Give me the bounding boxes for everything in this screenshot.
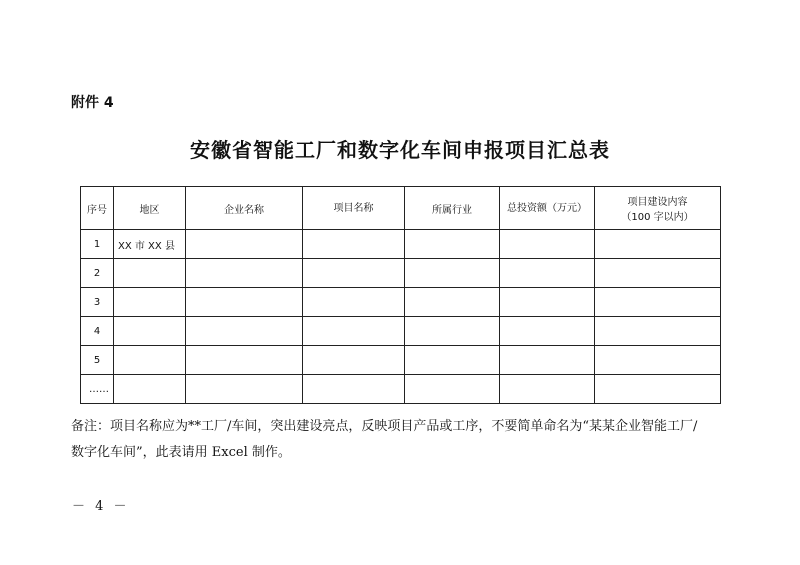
row-industry	[405, 288, 500, 317]
row-industry	[405, 317, 500, 346]
table-row	[81, 375, 721, 404]
row-industry	[405, 230, 500, 259]
row-company	[186, 259, 303, 288]
row-industry	[405, 346, 500, 375]
row-index: 2	[81, 259, 114, 288]
row-company	[186, 288, 303, 317]
remarks-note	[71, 414, 741, 466]
row-content	[595, 346, 721, 375]
row-index: 1	[81, 230, 114, 259]
page-number: － 4 －	[72, 499, 130, 514]
row-project	[303, 288, 405, 317]
header-region: 地区	[114, 187, 186, 230]
table-body	[81, 230, 721, 404]
row-company	[186, 317, 303, 346]
row-industry	[405, 259, 500, 288]
row-region	[114, 259, 186, 288]
row-index: 3	[81, 288, 114, 317]
row-content	[595, 317, 721, 346]
header-company: 企业名称	[186, 187, 303, 230]
row-project	[303, 259, 405, 288]
row-company	[186, 346, 303, 375]
row-index: 4	[81, 317, 114, 346]
table-row	[81, 230, 721, 259]
row-content	[595, 375, 721, 404]
table-row	[81, 288, 721, 317]
row-region	[114, 317, 186, 346]
remarks-line-1: 备注：项目名称应为**工厂/车间，突出建设亮点，反映项目产品或工序，不要简单命名为“某某企业智能工厂/	[71, 419, 698, 434]
row-company	[186, 375, 303, 404]
row-region	[114, 346, 186, 375]
row-industry	[405, 375, 500, 404]
document-title: 安徽省智能工厂和数字化车间申报项目汇总表	[190, 138, 610, 162]
header-content: 项目建设内容 （100 字以内）	[595, 187, 721, 230]
row-investment	[500, 230, 595, 259]
header-investment: 总投资额（万元）	[500, 187, 595, 230]
header-index: 序号	[81, 187, 114, 230]
table-header-row	[81, 187, 721, 230]
table-row	[81, 317, 721, 346]
row-content	[595, 230, 721, 259]
row-investment	[500, 346, 595, 375]
row-investment	[500, 259, 595, 288]
row-content	[595, 259, 721, 288]
row-index: ……	[81, 375, 114, 404]
row-region	[114, 375, 186, 404]
table-row	[81, 259, 721, 288]
row-content	[595, 288, 721, 317]
row-investment	[500, 317, 595, 346]
row-project	[303, 346, 405, 375]
row-region	[114, 288, 186, 317]
row-project	[303, 317, 405, 346]
header-industry: 所属行业	[405, 187, 500, 230]
header-project: 项目名称	[303, 187, 405, 230]
summary-table	[80, 186, 721, 404]
table-row	[81, 346, 721, 375]
row-investment	[500, 375, 595, 404]
attachment-label: 附件 4	[71, 95, 114, 111]
row-company	[186, 230, 303, 259]
row-index: 5	[81, 346, 114, 375]
row-region: XX 市 XX 县	[114, 230, 186, 259]
remarks-line-2: 数字化车间”，此表请用 Excel 制作。	[71, 445, 291, 460]
row-investment	[500, 288, 595, 317]
row-project	[303, 375, 405, 404]
row-project	[303, 230, 405, 259]
